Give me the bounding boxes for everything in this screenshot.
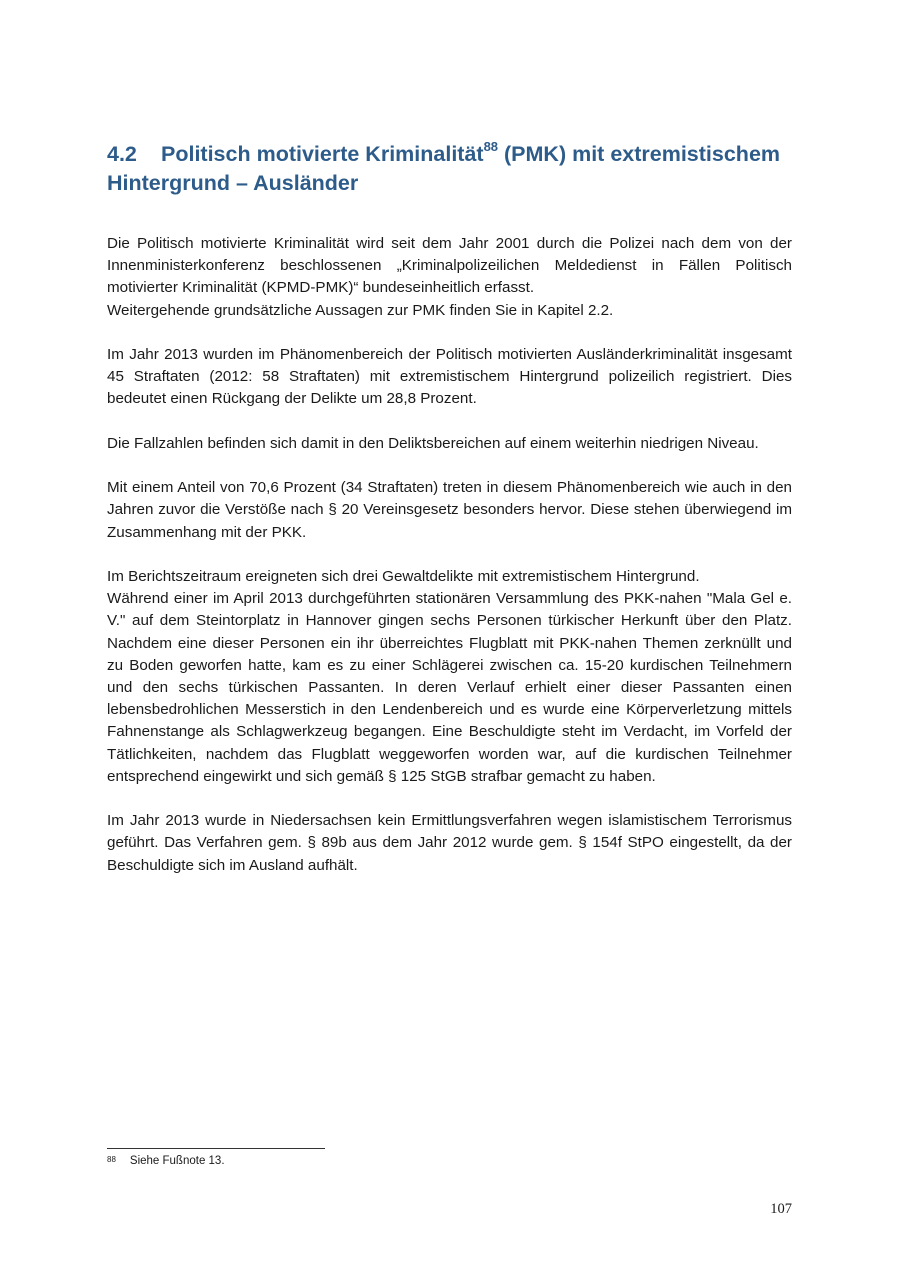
footnote-text: Siehe Fußnote 13. [129,1155,225,1167]
paragraph-association-law: Mit einem Anteil von 70,6 Prozent (34 Straftaten) treten in diesem Phänomenbereich wie auch in den Jahren zuvor die Verstöße nach § 20 Vereinsgesetz besonders hervor. Diese stehen überwiegend im Zusammenhang mit der PKK. [107,479,792,541]
footnote-divider [107,1148,325,1149]
footnote-reference[interactable]: 88 [483,138,499,154]
body-text [107,233,792,899]
footnote [107,1153,225,1169]
paragraph-terrorism: Im Jahr 2013 wurde in Niedersachsen kein Ermittlungsverfahren wegen islamistischem Terrorismus geführt. Das Verfahren gem. § 89b aus dem Jahr 2012 wurde gem. § 154f StPO eingestellt, da der Beschuldigte sich im Ausland aufhält. [107,812,792,874]
section-number: 4.2 [107,142,137,166]
section-title-part2: (PMK) mit extremistischem Hintergrund – Ausländer [107,142,781,195]
footnote-number: 88 [107,1155,116,1164]
section-title-part1: Politisch motivierte Kriminalität [161,142,484,166]
paragraph-case-numbers: Die Fallzahlen befinden sich damit in den Deliktsbereichen auf einem weiterhin niedrigen Niveau. [107,434,759,452]
paragraph-statistics: Im Jahr 2013 wurden im Phänomenbereich der Politisch motivierten Ausländerkriminalität insgesamt 45 Straftaten (2012: 58 Straftaten) mit extremistischem Hintergrund polizeilich registriert. Dies bedeutet einen Rückgang der Delikte um 28,8 Prozent. [107,346,792,408]
paragraph-violent-offences: Im Berichtszeitraum ereigneten sich drei Gewaltdelikte mit extremistischem Hintergrund. Während einer im April 2013 durchgeführten stationären Versammlung des PKK-nahen "Mala Gel e. V." auf dem Steintorplatz in Hannover gingen sechs Personen türkischer Herkunft über den Platz. Nachdem eine dieser Personen ein ihr überreichtes Flugblatt mit PKK-nahen Themen zerknüllt und zu Boden geworfen hatte, kam es zu einer Schlägerei zwischen ca. 15-20 kurdischen Teilnehmern und den sechs türkischen Passanten. In deren Verlauf erhielt einer dieser Passanten einen lebensbedrohlichen Messerstich in den Lendenbereich und es wurde eine Körperverletzung mittels Fahnenstange als Schlagwerkzeug begangen. Eine Beschuldigte steht im Verdacht, im Vorfeld der Tätlichkeiten, nachdem das Flugblatt weggeworfen worden war, auf die kurdischen Teilnehmer entsprechend eingewirkt und sich gemäß § 125 StGB strafbar gemacht zu haben. [107,567,792,785]
section-heading [107,140,797,198]
page-number: 107 [770,1201,792,1217]
paragraph-intro: Die Politisch motivierte Kriminalität wird seit dem Jahr 2001 durch die Polizei nach dem von der Innenministerkonferenz beschlossenen „Kriminalpolizeilichen Meldedienst in Fällen Politisch motivierter Kriminalität (KPMD-PMK)“ bundeseinheitlich erfasst. Weitergehende grundsätzliche Aussagen zur PMK finden Sie in Kapitel 2.2. [107,235,792,319]
